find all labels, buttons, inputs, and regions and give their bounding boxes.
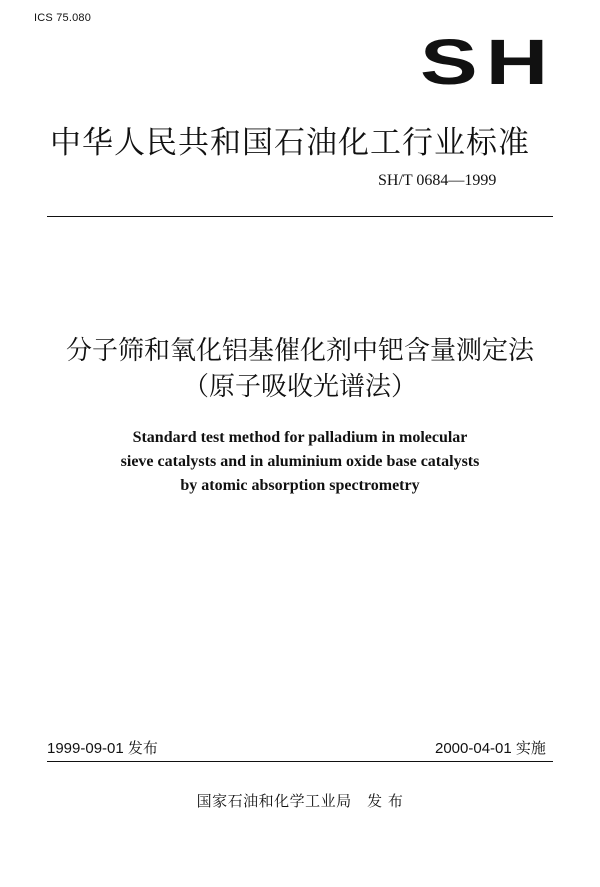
header-divider — [47, 216, 553, 217]
issue-date: 1999-09-01 发布 — [47, 740, 158, 757]
ics-code: ICS 75.080 — [34, 12, 92, 24]
footer-divider — [47, 761, 553, 762]
english-title-line: Standard test method for palladium in molecular — [132, 429, 468, 446]
chinese-title: 分子筛和氧化铝基催化剂中钯含量测定法 — [65, 336, 534, 366]
standard-code: SH/T 0684—1999 — [378, 172, 497, 189]
chinese-subtitle: （原子吸收光谱法） — [182, 372, 417, 402]
english-title-line: sieve catalysts and in aluminium oxide base catalysts — [120, 453, 480, 470]
implementation-date: 2000-04-01 实施 — [435, 740, 546, 757]
sh-logo: SH — [420, 26, 557, 98]
issuing-authority: 国家石油和化学工业局 发 布 — [196, 792, 404, 810]
organization-title: 中华人民共和国石油化工行业标准 — [50, 125, 530, 161]
english-title-line: by atomic absorption spectrometry — [180, 477, 420, 494]
